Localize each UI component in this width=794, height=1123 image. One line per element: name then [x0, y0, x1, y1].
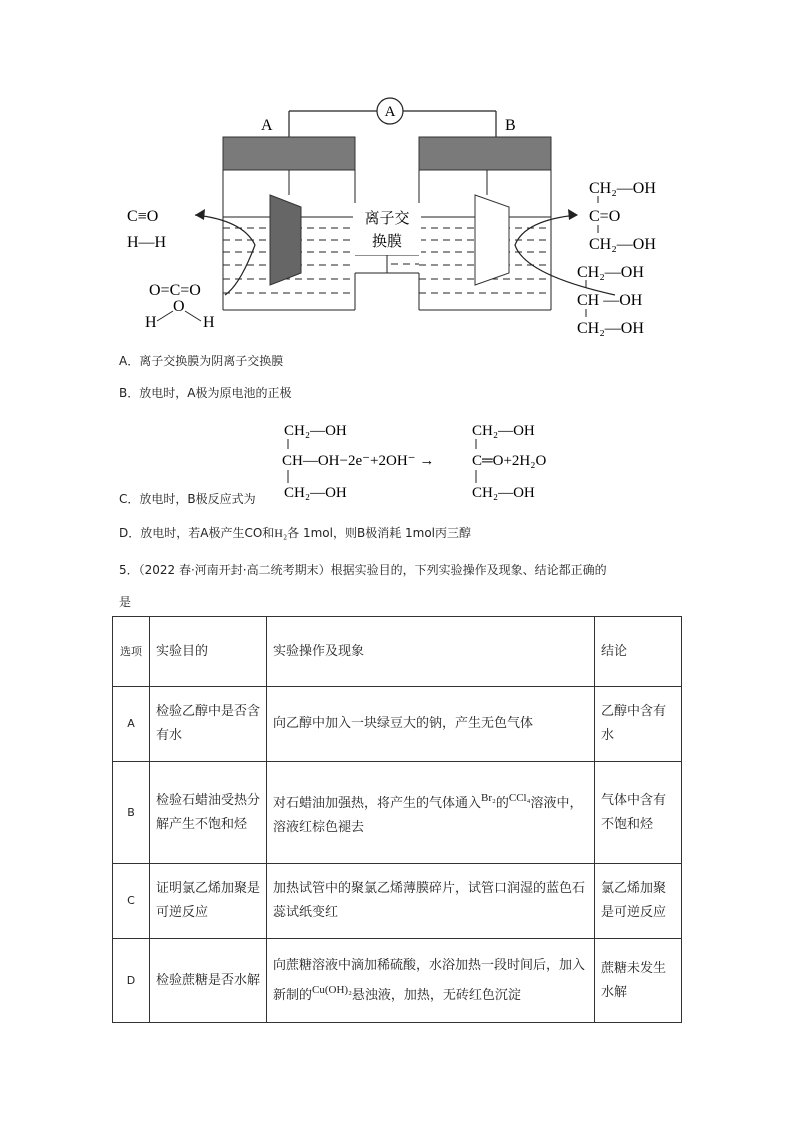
- question-5-line2: 是: [119, 595, 132, 609]
- left-lid: [223, 137, 355, 170]
- electrode-a: [270, 195, 301, 285]
- option-d: [119, 525, 471, 541]
- eq-top-left: CH₂—OH: [284, 423, 347, 439]
- header-option: 选项: [113, 617, 150, 687]
- right-flow-curve: [515, 215, 615, 295]
- table-row: [113, 864, 682, 939]
- right-arrow-icon: [568, 209, 578, 220]
- row-conclusion: 气体中含有不饱和烃: [595, 762, 682, 864]
- row-option: A: [113, 687, 150, 762]
- header-goal: 实验目的: [150, 617, 267, 687]
- eq-mid-right: C═O+2H₂O: [472, 453, 547, 469]
- table-row: [113, 762, 682, 864]
- row-operation: 向蔗糖溶液中滴加稀硫酸，水浴加热一段时间后，加入新制的$^{Cu(OH)_2}$悬浊液，加热，无砖红色沉淀: [267, 939, 595, 1023]
- formic-acid-o: O: [173, 298, 185, 315]
- formic-acid-h1: H: [145, 314, 157, 331]
- eq-top-right: CH₂—OH: [472, 423, 535, 439]
- header-operation: 实验操作及现象: [267, 617, 595, 687]
- electrode-b-label: B: [505, 117, 516, 134]
- table-header-row: [113, 617, 682, 687]
- eq-mid-left: CH—OH−2e⁻+2OH⁻ →: [282, 453, 435, 469]
- h2-molecule: H—H: [127, 234, 167, 251]
- experiment-table: [112, 616, 682, 1023]
- row-operation: 加热试管中的聚氯乙烯薄膜碎片，试管口润湿的蓝色石蕊试纸变红: [267, 864, 595, 939]
- eq-bot-left: CH₂—OH: [284, 485, 347, 501]
- table-row: [113, 687, 682, 762]
- ccl4-formula: CCl₄: [508, 791, 531, 804]
- row-conclusion: 乙醇中含有水: [595, 687, 682, 762]
- eq-bot-right: CH₂—OH: [472, 485, 535, 501]
- option-d-prefix: D．放电时，若A极产生CO和: [119, 526, 275, 540]
- option-b: B．放电时，A极为原电池的正极: [119, 386, 292, 400]
- membrane-label-line2: 换膜: [371, 234, 403, 250]
- header-conclusion: 结论: [595, 617, 682, 687]
- left-flow-curve: [195, 215, 255, 295]
- electrode-b: [475, 195, 509, 285]
- right-lid: [419, 137, 551, 170]
- row-conclusion: 氯乙烯加聚是可逆反应: [595, 864, 682, 939]
- option-d-suffix: 各 1mol，则B极消耗 1mol丙三醇: [287, 526, 472, 540]
- row-option: D: [113, 939, 150, 1023]
- row-option: C: [113, 864, 150, 939]
- dha-bot: CH₂—OH: [589, 236, 656, 253]
- row-operation: 对石蜡油加强热，将产生的气体通入$^{Br_2}$的$^{CCl_4}$溶液中，溶液红棕色褪去: [267, 762, 595, 864]
- h2-formula: H₂: [274, 526, 288, 540]
- electrode-a-label: A: [261, 117, 273, 134]
- ammeter-label: A: [384, 104, 396, 120]
- cuoh2-formula: Cu(OH)₂: [312, 983, 352, 996]
- row-goal: 检验乙醇中是否含有水: [150, 687, 267, 762]
- co-molecule: C≡O: [127, 208, 159, 225]
- question-5-line1: 5．（2022 春·河南开封·高二统考期末）根据实验目的，下列实验操作及现象、结论都正确的: [119, 563, 607, 577]
- left-arrow-icon: [195, 209, 205, 220]
- membrane-label-line1: 离子交: [364, 211, 410, 227]
- electrolytic-cell-diagram: [115, 95, 685, 345]
- br2-formula: Br₂: [481, 791, 496, 804]
- option-c: C．放电时，B极反应式为: [119, 492, 256, 506]
- row-goal: 检验蔗糖是否水解: [150, 939, 267, 1023]
- row-goal: 检验石蜡油受热分解产生不饱和烃: [150, 762, 267, 864]
- row-goal: 证明氯乙烯加聚是可逆反应: [150, 864, 267, 939]
- glycerol-mid: CH —OH: [577, 292, 643, 309]
- glycerol-top: CH₂—OH: [577, 264, 644, 281]
- row-option: B: [113, 762, 150, 864]
- glycerol-bot: CH₂—OH: [577, 320, 644, 337]
- option-a: A．离子交换膜为阴离子交换膜: [119, 354, 284, 368]
- formic-acid-h2: H: [203, 314, 215, 331]
- formic-acid-top: O=C=O: [149, 282, 201, 299]
- dha-mid: C=O: [589, 208, 621, 225]
- table-row: [113, 939, 682, 1023]
- row-conclusion: 蔗糖未发生水解: [595, 939, 682, 1023]
- row-operation: 向乙醇中加入一块绿豆大的钠，产生无色气体: [267, 687, 595, 762]
- reaction-equation: [282, 415, 592, 505]
- dha-top: CH₂—OH: [589, 180, 656, 197]
